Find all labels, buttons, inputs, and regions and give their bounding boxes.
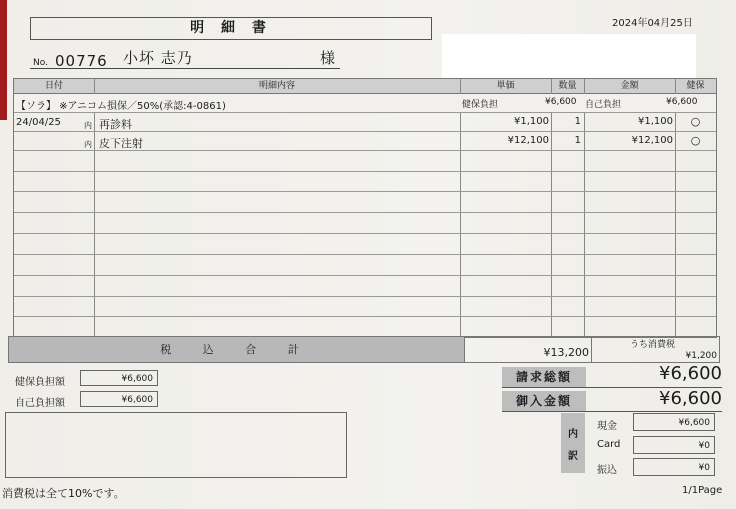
name-underline <box>30 68 340 69</box>
redaction-box <box>442 34 696 79</box>
billing-total-label: 請求総額 <box>502 367 586 387</box>
row1-unit-price: ¥1,100 <box>514 116 549 127</box>
tax-note: 消費税は全て10%です。 <box>2 487 125 500</box>
insurance-burden-amount-label: 健保負担額 <box>15 377 65 388</box>
row-divider <box>14 212 716 213</box>
page-indicator: 1/1Page <box>682 485 723 496</box>
customer-name: 小坏 志乃 <box>123 49 193 67</box>
insurance-burden-value: ¥6,600 <box>545 97 577 107</box>
self-burden-amount: ¥6,600 <box>80 391 158 407</box>
document-title: 明 細 書 <box>30 17 432 40</box>
row2-insurance: ○ <box>690 134 701 147</box>
breakdown-label-box <box>561 413 585 473</box>
breakdown-label-bottom: 訳 <box>568 451 578 462</box>
issue-date: 2024年04月25日 <box>612 18 693 29</box>
row-divider <box>14 254 716 255</box>
total-label: 税 込 合 計 <box>160 343 313 356</box>
header-date: 日付 <box>44 81 63 91</box>
header-amount: 金額 <box>620 81 639 91</box>
row-divider <box>14 171 716 172</box>
row1-amount: ¥1,100 <box>638 116 673 127</box>
tax-box <box>591 336 720 363</box>
row2-quantity: 1 <box>574 135 581 146</box>
table-header <box>14 79 716 94</box>
total-label-bar <box>8 336 465 363</box>
row-divider <box>14 112 716 113</box>
self-burden-value: ¥6,600 <box>666 97 698 107</box>
row2-mark: 内 <box>84 140 92 149</box>
insurance-row <box>14 94 716 112</box>
transfer-label: 振込 <box>597 465 617 476</box>
detail-table <box>13 78 717 338</box>
total-amount-box <box>463 336 592 363</box>
red-edge-strip <box>0 0 7 120</box>
self-burden-amount-label: 自己負担額 <box>15 398 65 409</box>
insurance-burden-amount: ¥6,600 <box>80 370 158 386</box>
row-divider <box>14 275 716 276</box>
received-underline <box>502 411 722 412</box>
row1-content: 再診料 <box>99 118 132 131</box>
card-value: ¥0 <box>633 436 715 454</box>
transfer-value: ¥0 <box>633 458 715 476</box>
header-unit-price: 単価 <box>496 81 515 91</box>
row1-quantity: 1 <box>574 116 581 127</box>
tax-amount: ¥1,200 <box>685 351 717 361</box>
header-quantity: 数量 <box>558 81 577 91</box>
received-value: ¥6,600 <box>659 388 722 409</box>
row1-insurance: ○ <box>690 115 701 128</box>
header-content: 明細内容 <box>258 81 295 91</box>
honorific: 様 <box>320 49 336 67</box>
row2-amount: ¥12,100 <box>631 135 673 146</box>
row2-unit-price: ¥12,100 <box>507 135 549 146</box>
number-label: No. <box>33 58 48 68</box>
insurance-plan: 【ソラ】 ※アニコム損保／50%(承認:4-0861) <box>16 101 226 112</box>
memo-box <box>5 412 347 478</box>
row-divider <box>14 191 716 192</box>
self-burden-label: 自己負担 <box>585 100 622 110</box>
number-value: 00776 <box>55 52 108 70</box>
row-divider <box>14 296 716 297</box>
billing-total-value: ¥6,600 <box>659 363 722 384</box>
tax-label: うち消費税 <box>630 340 676 350</box>
row1-date: 24/04/25 <box>16 117 61 128</box>
header-insurance: 健保 <box>686 81 705 91</box>
cash-value: ¥6,600 <box>633 413 715 431</box>
row1-mark: 内 <box>84 121 92 130</box>
row-divider <box>14 316 716 317</box>
total-amount: ¥13,200 <box>543 346 589 359</box>
row2-content: 皮下注射 <box>99 137 143 150</box>
card-label: Card <box>597 439 621 450</box>
column-divider <box>94 79 95 337</box>
insurance-burden-label: 健保負担 <box>462 100 499 110</box>
breakdown-label-top: 内 <box>568 429 578 440</box>
cash-label: 現金 <box>597 421 617 432</box>
row-divider <box>14 233 716 234</box>
received-label: 御入金額 <box>502 391 586 411</box>
